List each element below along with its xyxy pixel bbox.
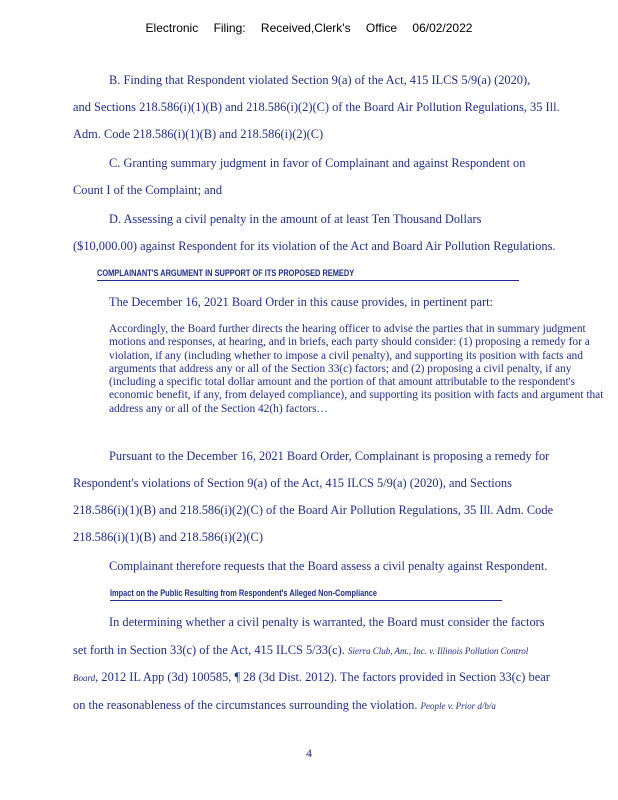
section-heading-impact: Impact on the Public Resulting from Respondent's Alleged Non-Compliance	[110, 588, 378, 599]
header-date: 06/02/2022	[412, 21, 473, 35]
pursuant-line-1: Pursuant to the December 16, 2021 Board Order, Complainant is proposing a remedy for	[109, 449, 550, 463]
determining-line-4-text: on the reasonableness of the circumstances surrounding the violation.	[73, 698, 418, 712]
header-office: Office	[365, 21, 398, 35]
section-heading-argument: COMPLAINANT'S ARGUMENT IN SUPPORT OF ITS PROPOSED REMEDY	[97, 268, 355, 279]
case-citation-people-v-prior: People v. Prior d/b/a	[420, 701, 496, 711]
pursuant-line-2: Respondent's violations of Section 9(a) of the Act, 415 ILCS 5/9(a) (2020), and Sections	[73, 476, 512, 490]
determining-line-4	[73, 698, 496, 714]
item-d-line-2: ($10,000.00) against Respondent for its violation of the Act and Board Air Pollution Regulations.	[73, 239, 556, 253]
determining-line-2	[73, 643, 528, 659]
determining-line-2-text: set forth in Section 33(c) of the Act, 415 ILCS 5/33(c).	[73, 643, 345, 657]
filing-stamp-header	[0, 21, 618, 35]
item-c-line-2: Count I of the Complaint; and	[73, 183, 223, 197]
header-filing: Filing:	[213, 21, 246, 35]
block-quote	[109, 323, 609, 416]
pursuant-line-3: 218.586(i)(1)(B) and 218.586(i)(2)(C) of the Board Air Pollution Regulations, 35 Ill. Adm. Code	[73, 503, 554, 517]
item-d-line-1: D. Assessing a civil penalty in the amount of at least Ten Thousand Dollars	[109, 212, 482, 226]
intro-paragraph: The December 16, 2021 Board Order in this cause provides, in pertinent part:	[109, 295, 493, 309]
header-received-clerks: Received,Clerk's	[260, 21, 351, 35]
determining-line-3	[73, 670, 550, 686]
item-b-line-1: B. Finding that Respondent violated Section 9(a) of the Act, 415 ILCS 5/9(a) (2020),	[109, 73, 531, 87]
quote-text: Accordingly, the Board further directs the hearing officer to advise the parties that in summary judgment motions and responses, at hearing, and in briefs, each party should consider: (1) proposing a remedy for a violation, if any (including whether to impose a civil penalty), and supporting its position with facts and arguments that address any or all of the Section 33(c) factors; and (2) proposing a civil penalty, if any (including a specific total dollar amount and the portion of that amount attributable to the respondent's economic benefit, if any, from delayed compliance), and supporting its position with facts and argument that address any or all of the Section 42(h) factors…	[109, 323, 604, 415]
item-c-line-1: C. Granting summary judgment in favor of Complainant and against Respondent on	[109, 156, 526, 170]
page-number: 4	[306, 746, 312, 760]
request-paragraph: Complainant therefore requests that the Board assess a civil penalty against Respondent.	[109, 559, 548, 573]
item-b-line-2: and Sections 218.586(i)(1)(B) and 218.586(i)(2)(C) of the Board Air Pollution Regulations, 35 Ill.	[73, 100, 560, 114]
determining-line-1: In determining whether a civil penalty is warranted, the Board must consider the factors	[109, 615, 545, 629]
case-citation-sierra-club: Sierra Club, Am., Inc. v. Illinois Pollution Control	[347, 646, 529, 656]
case-citation-board: Board	[73, 673, 96, 683]
header-electronic: Electronic	[145, 21, 199, 35]
heading-underline	[97, 280, 519, 281]
determining-line-3-text: , 2012 IL App (3d) 100585, ¶ 28 (3d Dist. 2012). The factors provided in Section 33(c) bear	[95, 670, 550, 684]
pursuant-line-4: 218.586(i)(1)(B) and 218.586(i)(2)(C)	[73, 530, 263, 544]
item-b-line-3: Adm. Code 218.586(i)(1)(B) and 218.586(i)(2)(C)	[73, 127, 324, 141]
heading-underline	[110, 600, 502, 601]
